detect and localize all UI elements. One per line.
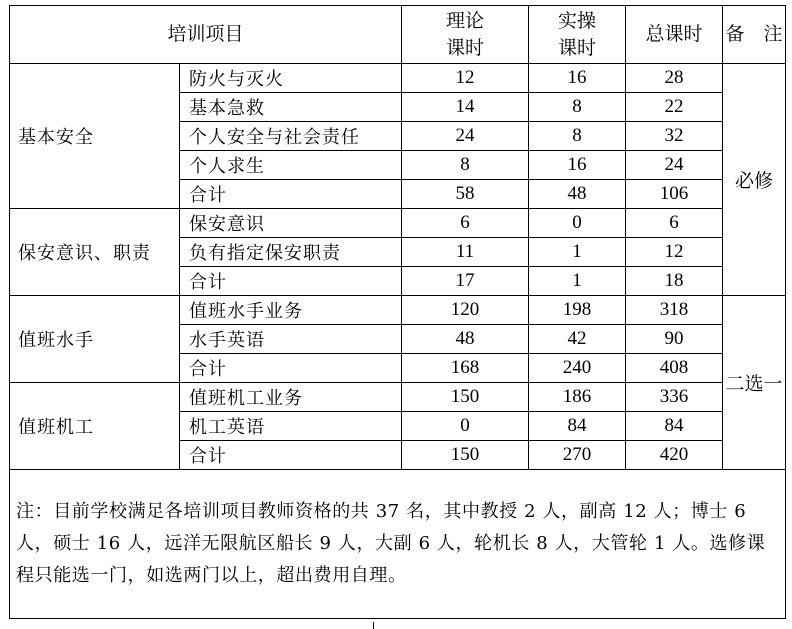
practice-cell: 270 (529, 441, 626, 470)
table-row (10, 296, 786, 325)
practice-cell: 198 (529, 296, 626, 325)
practice-cell: 8 (529, 122, 626, 151)
header-theory-line1: 理论 (446, 9, 485, 32)
item-cell: 水手英语 (180, 325, 402, 354)
table-row (10, 383, 786, 412)
training-course-table (9, 5, 786, 619)
total-cell: 106 (626, 180, 723, 209)
item-cell: 保安意识 (180, 209, 402, 238)
total-cell: 28 (626, 64, 723, 93)
item-cell: 防火与灭火 (180, 64, 402, 93)
total-cell: 90 (626, 325, 723, 354)
item-cell: 合计 (180, 267, 402, 296)
practice-cell: 48 (529, 180, 626, 209)
header-practice-hours (529, 6, 626, 64)
theory-cell: 150 (402, 383, 529, 412)
total-cell: 6 (626, 209, 723, 238)
theory-cell: 120 (402, 296, 529, 325)
header-practice-line2: 课时 (558, 36, 597, 59)
practice-cell: 16 (529, 64, 626, 93)
theory-cell: 150 (402, 441, 529, 470)
practice-cell: 186 (529, 383, 626, 412)
practice-cell: 0 (529, 209, 626, 238)
item-cell: 值班机工业务 (180, 383, 402, 412)
remark-required: 必修 (723, 64, 786, 296)
total-cell: 420 (626, 441, 723, 470)
item-cell: 合计 (180, 354, 402, 383)
theory-cell: 14 (402, 93, 529, 122)
total-cell: 318 (626, 296, 723, 325)
item-cell: 负有指定保安职责 (180, 238, 402, 267)
total-cell: 24 (626, 151, 723, 180)
header-project: 培训项目 (10, 6, 402, 64)
category-cell: 值班水手 (10, 296, 180, 383)
practice-cell: 240 (529, 354, 626, 383)
item-cell: 值班水手业务 (180, 296, 402, 325)
theory-cell: 12 (402, 64, 529, 93)
table-row (10, 64, 786, 93)
theory-cell: 58 (402, 180, 529, 209)
note-row (10, 470, 786, 619)
theory-cell: 17 (402, 267, 529, 296)
theory-cell: 11 (402, 238, 529, 267)
header-remarks: 备 注 (723, 6, 786, 64)
practice-cell: 84 (529, 412, 626, 441)
note-text: 注：目前学校满足各培训项目教师资格的共 37 名，其中教授 2 人，副高 12 人；博士 6 人，硕士 16 人，远洋无限航区船长 9 人，大副 6 人，轮机长 8 人，大管轮 1 人。选修课程只能选一门，如选两门以上，超出费用自理。 (10, 470, 786, 619)
category-cell: 基本安全 (10, 64, 180, 209)
item-cell: 机工英语 (180, 412, 402, 441)
table-row (10, 209, 786, 238)
item-cell: 个人安全与社会责任 (180, 122, 402, 151)
total-cell: 22 (626, 93, 723, 122)
theory-cell: 6 (402, 209, 529, 238)
total-cell: 408 (626, 354, 723, 383)
remark-choose-one: 二选一 (723, 296, 786, 470)
item-cell: 个人求生 (180, 151, 402, 180)
practice-cell: 1 (529, 238, 626, 267)
header-theory-line2: 课时 (446, 36, 485, 59)
theory-cell: 24 (402, 122, 529, 151)
total-cell: 32 (626, 122, 723, 151)
total-cell: 84 (626, 412, 723, 441)
theory-cell: 48 (402, 325, 529, 354)
header-theory-hours (402, 6, 529, 64)
header-total-hours: 总课时 (626, 6, 723, 64)
practice-cell: 16 (529, 151, 626, 180)
header-practice-line1: 实操 (558, 9, 597, 32)
category-cell: 保安意识、职责 (10, 209, 180, 296)
category-cell: 值班机工 (10, 383, 180, 470)
theory-cell: 0 (402, 412, 529, 441)
practice-cell: 8 (529, 93, 626, 122)
item-cell: 基本急救 (180, 93, 402, 122)
item-cell: 合计 (180, 180, 402, 209)
practice-cell: 42 (529, 325, 626, 354)
total-cell: 336 (626, 383, 723, 412)
item-cell: 合计 (180, 441, 402, 470)
practice-cell: 1 (529, 267, 626, 296)
total-cell: 12 (626, 238, 723, 267)
theory-cell: 168 (402, 354, 529, 383)
page-edge-mark (373, 622, 374, 629)
header-row (10, 6, 786, 64)
theory-cell: 8 (402, 151, 529, 180)
total-cell: 18 (626, 267, 723, 296)
